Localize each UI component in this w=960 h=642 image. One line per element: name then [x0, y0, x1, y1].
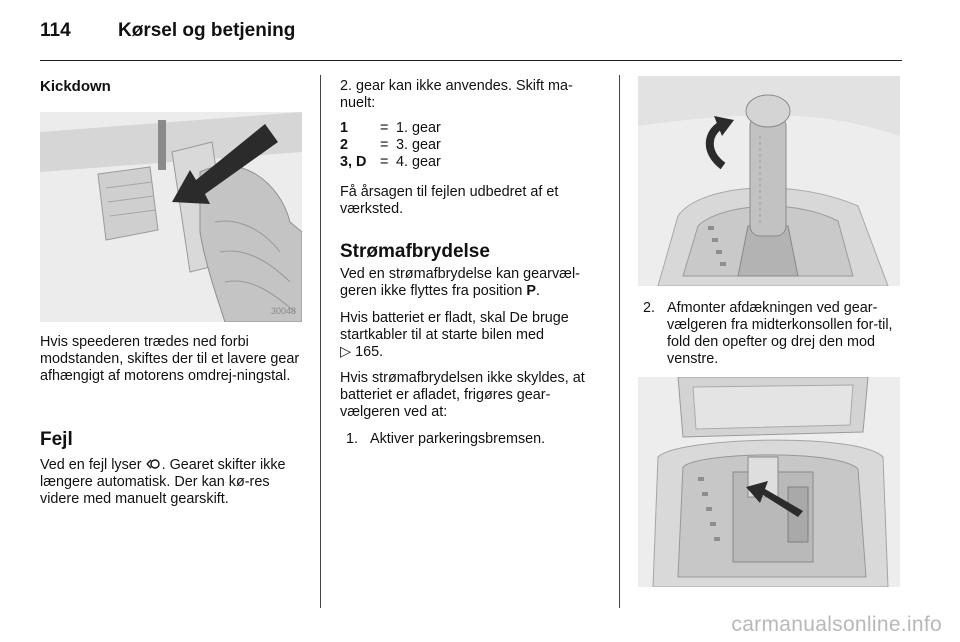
fejl-heading: Fejl: [40, 429, 73, 450]
kickdown-heading: Kickdown: [40, 78, 111, 95]
pedal-illustration: [40, 112, 302, 322]
step-1-number: 1.: [346, 431, 359, 447]
kickdown-figure: [40, 112, 302, 322]
page-number: 114: [40, 20, 71, 41]
step-1-text: Aktiver parkeringsbremsen.: [370, 431, 546, 447]
gear-table: [340, 120, 441, 171]
power-heading: Strømafbrydelse: [340, 241, 490, 262]
gear-eq: =: [380, 120, 389, 136]
cover-removal-figure: [638, 377, 900, 587]
gear-eq: =: [380, 154, 389, 170]
battery-text-body: Hvis batteriet er fladt, skal De bruge startkabler til at starte bilen med: [340, 310, 569, 343]
kickdown-text: Hvis speederen trædes ned forbi modstanden, skiftes der til et lavere gear afhængigt af motorens omdrej-ningstal.: [40, 334, 300, 384]
fejl-text: [40, 457, 302, 508]
column-divider-1: [320, 75, 321, 608]
gear-key: 1: [340, 120, 349, 136]
gear-lever-illustration: [638, 76, 900, 286]
step-2-number: 2.: [643, 300, 656, 316]
power-text: [340, 266, 612, 300]
watermark: carmanualsonline.info: [731, 613, 942, 636]
gear-intro-text: 2. gear kan ikke anvendes. Skift ma-nuelt:: [340, 78, 573, 111]
gear-row: [340, 154, 441, 171]
gear-key: 3, D: [340, 154, 367, 170]
power-text-suffix: .: [535, 283, 540, 299]
fejl-text-suffix: . Gearet skifter ikke længere automatisk. Der kan kø-res videre med manuelt gearskift.: [40, 457, 286, 507]
fault-text: Få årsagen til fejlen udbedret af et værksted.: [340, 184, 559, 217]
gear-warning-icon: [146, 458, 162, 470]
cover-removal-illustration: [638, 377, 900, 587]
gear-eq: =: [380, 137, 389, 153]
gear-key: 2: [340, 137, 349, 153]
battery-text: [340, 310, 605, 361]
page-ref-icon: ▷: [340, 344, 352, 360]
figure-number: 30048: [270, 306, 296, 316]
header-divider: [40, 60, 902, 61]
gear-value: 4. gear: [396, 154, 441, 170]
step-1: [346, 431, 606, 448]
column-divider-2: [619, 75, 620, 608]
gear-value: 3. gear: [396, 137, 441, 153]
release-text: Hvis strømafbrydelsen ikke skyldes, at batteriet er afladet, frigøres gear-vælgeren ved at:: [340, 370, 585, 420]
gear-lever-figure: [638, 76, 900, 286]
gear-row: [340, 137, 441, 154]
fejl-text-prefix: Ved en fejl lyser: [40, 457, 142, 473]
gear-row: [340, 120, 441, 137]
battery-page-ref: 165.: [355, 344, 384, 360]
step-2-text: Afmonter afdækningen ved gear-vælgeren fra midterkonsollen for-til, fold den opefter og drej den mod venstre.: [667, 300, 893, 367]
power-text-prefix: Ved en strømafbrydelse kan gearvæl-geren ikke flyttes fra position: [340, 266, 580, 299]
position-label: P: [526, 283, 536, 299]
page-title: Kørsel og betjening: [118, 20, 296, 41]
gear-value: 1. gear: [396, 120, 441, 136]
step-2: [643, 300, 903, 368]
